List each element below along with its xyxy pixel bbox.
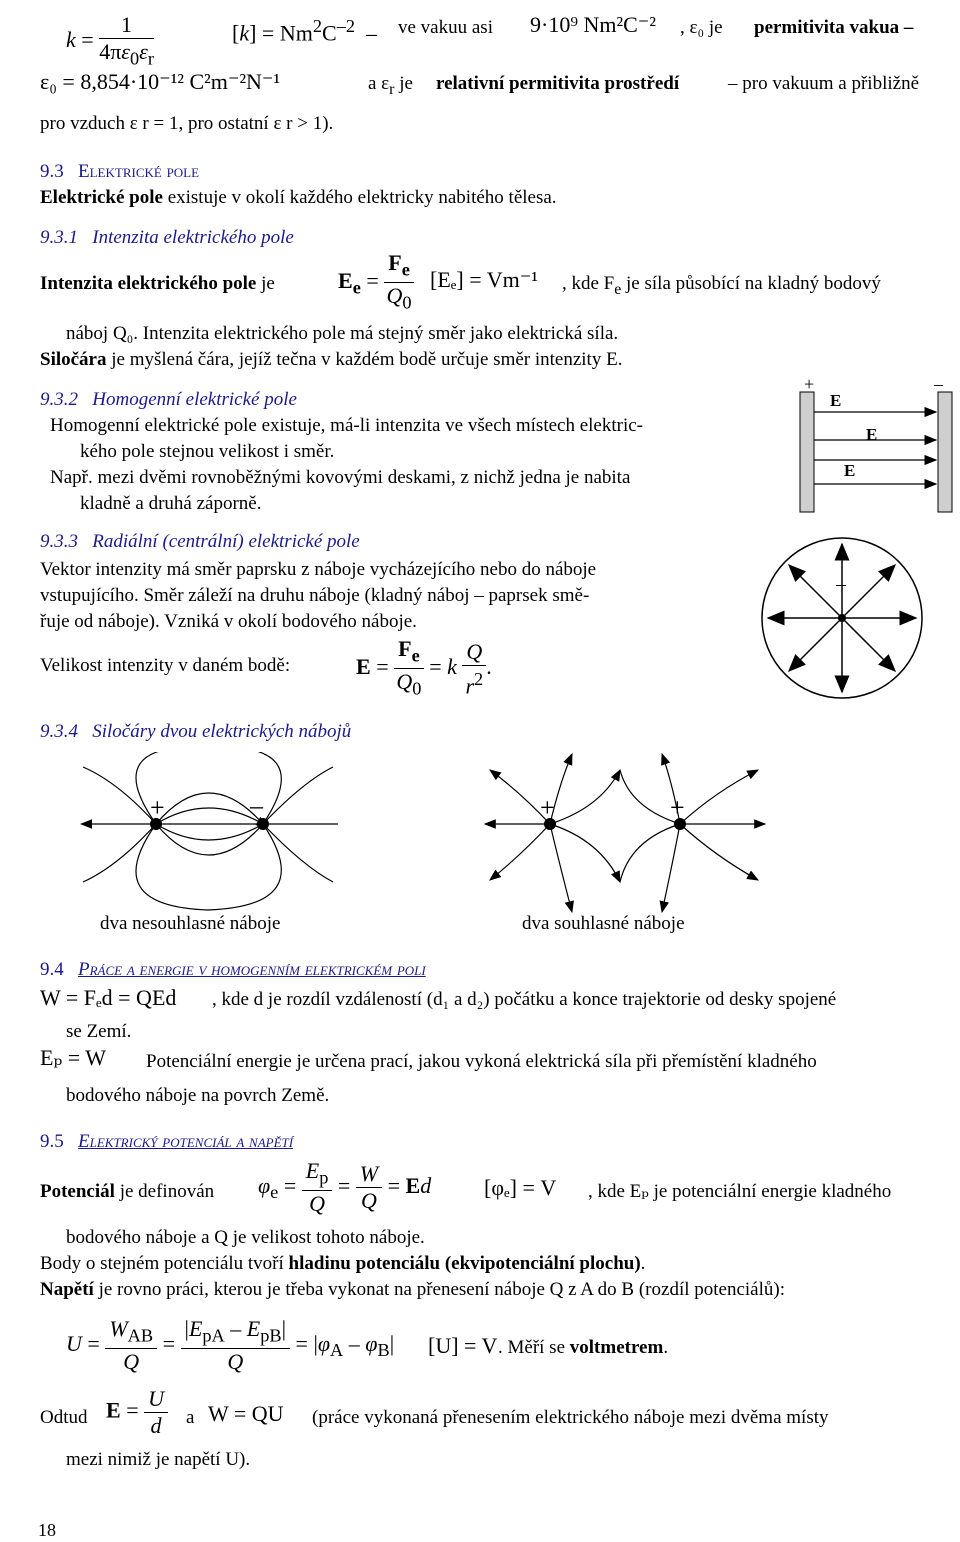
odtud-line2: mezi nimiž je napětí U). bbox=[66, 1449, 251, 1470]
radial-minus-sign: – bbox=[836, 573, 846, 595]
e-label-1: E bbox=[830, 391, 842, 410]
odtud-and: a bbox=[186, 1407, 195, 1428]
homogeneous-p1a: Homogenní elektrické pole existuje, má-li intenzita ve všech místech elektric- bbox=[50, 415, 644, 436]
radial-field-figure bbox=[752, 528, 932, 708]
potential-energy-text: Potenciální energie je určena prací, jakou vykoná elektrická síla při přemístění kladného bbox=[146, 1051, 817, 1072]
voltage-definition: Napětí je rovno práci, kterou je třeba vykonat na přenesení náboje Q z A do B (rozdíl potenciálů): bbox=[40, 1279, 785, 1300]
radial-p1b: vstupujícího. Směr záleží na druhu náboje (kladný náboj – paprsek smě- bbox=[40, 585, 590, 606]
work-formula: W = Fₑd = QEd bbox=[40, 985, 177, 1010]
charge-minus: – bbox=[250, 791, 263, 820]
line2-c: – pro vakuum a přibližně bbox=[728, 73, 920, 94]
opposite-charges-figure bbox=[78, 752, 418, 917]
e-label-3: E bbox=[844, 461, 856, 480]
k-desc-b: permitivita vakua – bbox=[754, 17, 914, 38]
homogeneous-p2b: kladně a druhá záporně. bbox=[80, 493, 262, 514]
fieldline-definition: Siločára je myšlená čára, jejíž tečna v každém bodě určuje směr intenzity E. bbox=[40, 349, 623, 370]
line2-a: a $\varepsilon_r$ je bbox=[368, 73, 413, 98]
radial-p1c: řuje od náboje). Vzniká v okolí bodového náboje. bbox=[40, 611, 417, 632]
line2-bold: relativní permitivita prostředí bbox=[436, 73, 680, 94]
potential-energy-formula: Eₚ = W bbox=[40, 1045, 107, 1070]
page-number: 18 bbox=[38, 1520, 56, 1540]
like-charges-figure bbox=[480, 752, 770, 917]
caption-opposite: dva nesouhlasné náboje bbox=[100, 913, 281, 934]
homogeneous-p1b: kého pole stejnou velikost i směr. bbox=[80, 441, 335, 462]
charge-plus-left: + bbox=[150, 793, 165, 822]
potential-unit: [φₑ] = V bbox=[484, 1175, 557, 1200]
voltage-after: . Měří se voltmetrem. bbox=[498, 1337, 669, 1358]
negative-plate bbox=[938, 392, 952, 512]
voltage-formula: U = $\frac{W_{AB}}{Q}$ = $\frac{|E_{pA} - E_{pB}|}{Q}$ = $|\varphi_A - \varphi_B|$ bbox=[66, 1316, 395, 1375]
coulomb-constant-formula: k = $\frac{1}{4\pi\varepsilon_0\varepsilon_r}$ bbox=[66, 12, 154, 69]
potential-line2: bodového náboje a Q je velikost tohoto náboje. bbox=[66, 1227, 425, 1248]
homogeneous-p2a: Např. mezi dvěmi rovnoběžnými kovovými deskami, z nichž jedna je nabita bbox=[50, 467, 631, 488]
field-from-voltage-formula: E = $\frac{U}{d}$ bbox=[106, 1386, 168, 1439]
work-text-b: se Zemí. bbox=[66, 1021, 132, 1042]
odtud-formula: W = QU bbox=[208, 1401, 284, 1426]
homogeneous-field-figure bbox=[790, 378, 960, 518]
odtud-label: Odtud bbox=[40, 1407, 88, 1428]
radial-formula-lead: Velikost intenzity v daném bodě: bbox=[40, 655, 291, 676]
k-value: 9·10⁹ Nm²C⁻² bbox=[530, 12, 656, 37]
intensity-lead: Intenzita elektrického pole je bbox=[40, 273, 275, 294]
potential-energy-text-b: bodového náboje na povrch Země. bbox=[66, 1085, 330, 1106]
intensity-formula: $E_e$ = $\frac{F_e}{Q_0}$ bbox=[338, 250, 414, 316]
section-9-4-heading: 9.4 Práce a energie v homogenním elektrickém poli bbox=[40, 959, 426, 980]
line3: pro vzduch ε r = 1, pro ostatní ε r > 1). bbox=[40, 113, 334, 134]
k-unit-text: ve vakuu asi bbox=[398, 17, 493, 38]
k-desc-a: , ε₀ je bbox=[680, 17, 723, 38]
section-9-3-3-heading: 9.3.3 Radiální (centrální) elektrické pole bbox=[40, 531, 360, 552]
potential-formula: $\varphi_e$ = $\frac{E_p}{Q}$ = $\frac{W}{Q}$ = Ed bbox=[258, 1158, 432, 1217]
section-9-5-heading: 9.5 Elektrický potenciál a napětí bbox=[40, 1131, 294, 1152]
charge-plus-1: + bbox=[540, 793, 555, 822]
section-9-3-2-heading: 9.3.2 Homogenní elektrické pole bbox=[40, 389, 297, 410]
e-label-2: E bbox=[866, 425, 878, 444]
section-9-3-4-heading: 9.3.4 Siločáry dvou elektrických nábojů bbox=[40, 721, 352, 742]
intensity-line2: náboj Q₀. Intenzita elektrického pole má stejný směr jako elektrická síla. bbox=[66, 323, 619, 344]
k-unit: $[k] = Nm^2C^{-2}$ – bbox=[232, 16, 378, 46]
equipotential-line: Body o stejném potenciálu tvoří hladinu potenciálu (ekvipotenciální plochu). bbox=[40, 1253, 646, 1274]
section-9-3-text: Elektrické pole existuje v okolí každého elektricky nabitého tělesa. bbox=[40, 187, 557, 208]
voltage-unit: [U] = V bbox=[428, 1333, 498, 1358]
caption-like: dva souhlasné náboje bbox=[522, 913, 685, 934]
intensity-after: , kde $F_e$ je síla působící na kladný bodový bbox=[562, 273, 881, 298]
minus-sign: – bbox=[934, 378, 943, 394]
potential-after: , kde Eₚ je potenciální energie kladného bbox=[588, 1181, 892, 1202]
intensity-unit: [Eₑ] = Vm⁻¹ bbox=[430, 267, 538, 292]
charge-plus-2: + bbox=[670, 793, 685, 822]
radial-p1a: Vektor intenzity má směr paprsku z náboje vycházejícího nebo do náboje bbox=[40, 559, 597, 580]
section-9-3-heading: 9.3 Elektrické pole bbox=[40, 161, 200, 182]
radial-formula: E = $\frac{F_e}{Q_0}$ = k $\frac{Q}{r^2}$ . bbox=[356, 636, 492, 699]
section-9-3-1-heading: 9.3.1 Intenzita elektrického pole bbox=[40, 227, 294, 248]
potential-lead: Potenciál je definován bbox=[40, 1181, 215, 1202]
odtud-text: (práce vykonaná přenesením elektrického náboje mezi dvěma místy bbox=[312, 1407, 829, 1428]
positive-plate bbox=[800, 392, 814, 512]
eps0-value: ε₀ = 8,854·10⁻¹² C²m⁻²N⁻¹ bbox=[40, 69, 281, 94]
plus-sign: + bbox=[804, 378, 815, 394]
work-text: , kde d je rozdíl vzdáleností (d₁ a d₂) počátku a konce trajektorie od desky spojené bbox=[212, 989, 837, 1010]
